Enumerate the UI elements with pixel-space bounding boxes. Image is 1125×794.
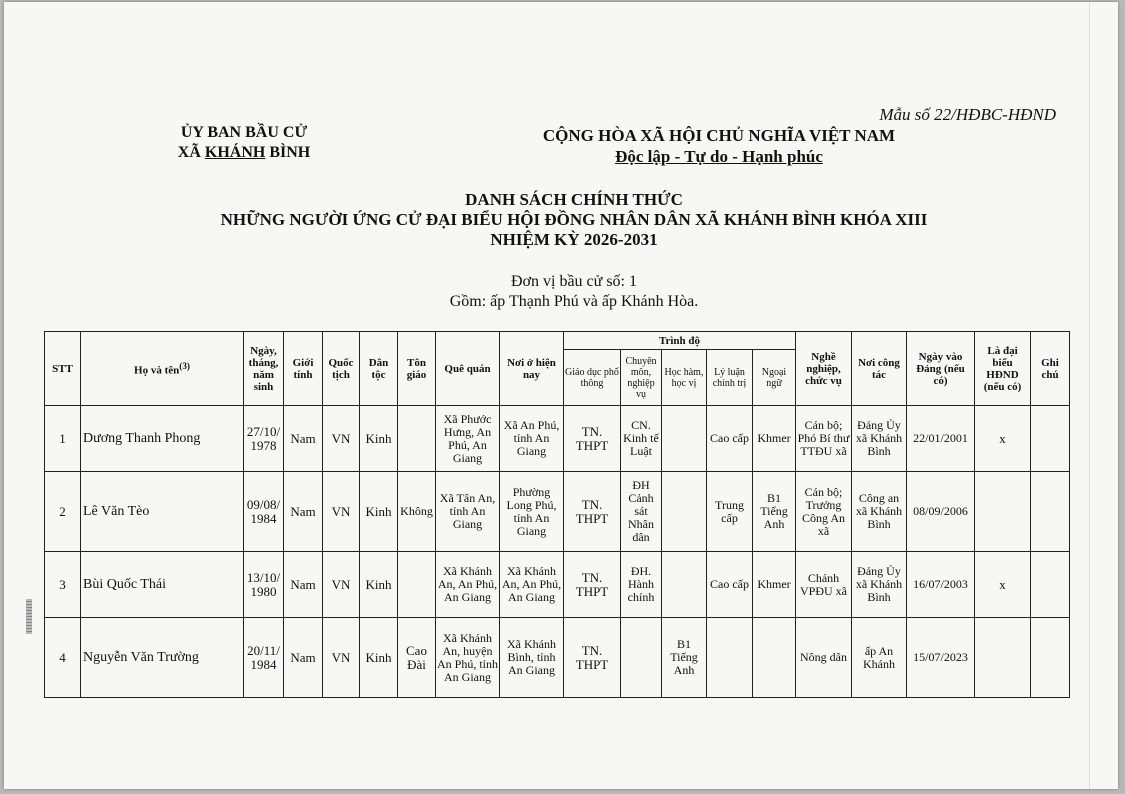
committee-header — [144, 123, 344, 163]
cell-political: Cao cấp — [707, 406, 753, 472]
cell-religion — [398, 406, 436, 472]
cell-workplace: Đảng Ủy xã Khánh Bình — [852, 552, 907, 618]
cell-religion: Không — [398, 472, 436, 552]
cell-residence: Xã Khánh Bình, tỉnh An Giang — [500, 618, 564, 698]
cell-dob: 27/10/ 1978 — [244, 406, 284, 472]
cell-political: Trung cấp — [707, 472, 753, 552]
header-party-date: Ngày vào Đảng (nếu có) — [907, 332, 975, 406]
cell-party-date: 15/07/2023 — [907, 618, 975, 698]
cell-workplace: Công an xã Khánh Bình — [852, 472, 907, 552]
title-line1: DANH SÁCH CHÍNH THỨC — [465, 190, 683, 209]
cell-political — [707, 618, 753, 698]
header-general-edu: Giáo dục phổ thông — [564, 350, 621, 406]
committee-line1: ỦY BAN BẦU CỬ — [180, 124, 308, 141]
cell-nationality: VN — [323, 472, 360, 552]
cell-gender: Nam — [284, 406, 323, 472]
electoral-unit — [324, 272, 824, 312]
cell-specialty: ĐH Cảnh sát Nhân dân — [621, 472, 662, 552]
republic-name: CỘNG HÒA XÃ HỘI CHỦ NGHĨA VIỆT NAM — [542, 126, 896, 145]
cell-nationality: VN — [323, 406, 360, 472]
cell-ethnicity: Kinh — [360, 406, 398, 472]
cell-is-delegate: x — [975, 552, 1031, 618]
cell-dob: 09/08/ 1984 — [244, 472, 284, 552]
cell-stt: 4 — [45, 618, 81, 698]
cell-general-edu: TN. THPT — [564, 618, 621, 698]
header-ethnicity: Dân tộc — [360, 332, 398, 406]
cell-note — [1031, 406, 1070, 472]
cell-name: Bùi Quốc Thái — [81, 552, 244, 618]
cell-hometown: Xã Khánh An, An Phú, An Giang — [436, 552, 500, 618]
title-line2: NHỮNG NGƯỜI ỨNG CỬ ĐẠI BIỂU HỘI ĐỒNG NHÂN DÂN XÃ KHÁNH BÌNH KHÓA XIII — [220, 210, 928, 229]
cell-residence: Xã An Phú, tỉnh An Giang — [500, 406, 564, 472]
cell-party-date: 16/07/2003 — [907, 552, 975, 618]
cell-is-delegate — [975, 618, 1031, 698]
title-line3: NHIỆM KỲ 2026-2031 — [490, 230, 658, 249]
cell-degree: B1 Tiếng Anh — [662, 618, 707, 698]
cell-general-edu: TN. THPT — [564, 472, 621, 552]
cell-note — [1031, 618, 1070, 698]
header-name: Họ và tên$^{(3)}$ — [81, 332, 244, 406]
table-row — [45, 472, 1070, 552]
form-code: Mẫu số 22/HĐBC-HĐND — [879, 105, 1056, 124]
cell-language: B1 Tiếng Anh — [753, 472, 796, 552]
cell-name: Lê Văn Tèo — [81, 472, 244, 552]
cell-religion — [398, 552, 436, 618]
header-residence: Nơi ở hiện nay — [500, 332, 564, 406]
header-qualification: Trình độ — [564, 332, 796, 350]
document-page — [4, 2, 1118, 789]
cell-gender: Nam — [284, 472, 323, 552]
cell-stt: 1 — [45, 406, 81, 472]
cell-occupation: Cán bộ; Phó Bí thư TTĐU xã — [796, 406, 852, 472]
cell-party-date: 22/01/2001 — [907, 406, 975, 472]
margin-mark — [26, 599, 32, 634]
cell-name: Dương Thanh Phong — [81, 406, 244, 472]
header-is-delegate: Là đại biểu HĐND (nếu có) — [975, 332, 1031, 406]
cell-stt: 3 — [45, 552, 81, 618]
unit-areas: Gồm: ấp Thạnh Phú và ấp Khánh Hòa. — [449, 293, 699, 310]
table-row — [45, 552, 1070, 618]
cell-residence: Xã Khánh An, An Phú, An Giang — [500, 552, 564, 618]
header-note: Ghi chú — [1031, 332, 1070, 406]
candidate-table — [44, 331, 1070, 698]
republic-motto: Độc lập - Tự do - Hạnh phúc — [615, 147, 823, 166]
header-hometown: Quê quán — [436, 332, 500, 406]
cell-hometown: Xã Khánh An, huyện An Phú, tỉnh An Giang — [436, 618, 500, 698]
cell-political: Cao cấp — [707, 552, 753, 618]
cell-degree — [662, 552, 707, 618]
cell-hometown: Xã Phước Hưng, An Phú, An Giang — [436, 406, 500, 472]
cell-language: Khmer — [753, 552, 796, 618]
cell-hometown: Xã Tân An, tỉnh An Giang — [436, 472, 500, 552]
cell-workplace: ấp An Khánh — [852, 618, 907, 698]
unit-number: Đơn vị bầu cử số: 1 — [510, 273, 637, 290]
cell-stt: 2 — [45, 472, 81, 552]
cell-gender: Nam — [284, 552, 323, 618]
cell-degree — [662, 406, 707, 472]
republic-header — [509, 125, 929, 167]
cell-workplace: Đảng Ủy xã Khánh Bình — [852, 406, 907, 472]
cell-party-date: 08/09/2006 — [907, 472, 975, 552]
cell-note — [1031, 472, 1070, 552]
cell-specialty: CN. Kinh tế Luật — [621, 406, 662, 472]
document-title — [124, 190, 1024, 250]
header-workplace: Nơi công tác — [852, 332, 907, 406]
header-dob: Ngày, tháng, năm sinh — [244, 332, 284, 406]
committee-line2: XÃ KHÁNH BÌNH — [177, 144, 311, 161]
header-stt: STT — [45, 332, 81, 406]
page-fold — [1089, 2, 1090, 789]
cell-dob: 13/10/ 1980 — [244, 552, 284, 618]
cell-ethnicity: Kinh — [360, 552, 398, 618]
table-row — [45, 618, 1070, 698]
cell-occupation: Chánh VPĐU xã — [796, 552, 852, 618]
cell-gender: Nam — [284, 618, 323, 698]
header-degree: Học hàm, học vị — [662, 350, 707, 406]
header-political: Lý luận chính trị — [707, 350, 753, 406]
cell-nationality: VN — [323, 552, 360, 618]
cell-ethnicity: Kinh — [360, 618, 398, 698]
cell-residence: Phường Long Phú, tỉnh An Giang — [500, 472, 564, 552]
cell-is-delegate — [975, 472, 1031, 552]
cell-degree — [662, 472, 707, 552]
cell-dob: 20/11/ 1984 — [244, 618, 284, 698]
cell-nationality: VN — [323, 618, 360, 698]
cell-occupation: Cán bộ; Trưởng Công An xã — [796, 472, 852, 552]
header-nationality: Quốc tịch — [323, 332, 360, 406]
cell-is-delegate: x — [975, 406, 1031, 472]
cell-specialty — [621, 618, 662, 698]
cell-specialty: ĐH. Hành chính — [621, 552, 662, 618]
cell-religion: Cao Đài — [398, 618, 436, 698]
header-language: Ngoại ngữ — [753, 350, 796, 406]
cell-language — [753, 618, 796, 698]
cell-note — [1031, 552, 1070, 618]
cell-ethnicity: Kinh — [360, 472, 398, 552]
cell-language: Khmer — [753, 406, 796, 472]
header-religion: Tôn giáo — [398, 332, 436, 406]
cell-general-edu: TN. THPT — [564, 406, 621, 472]
cell-general-edu: TN. THPT — [564, 552, 621, 618]
header-specialty: Chuyên môn, nghiệp vụ — [621, 350, 662, 406]
table-row — [45, 406, 1070, 472]
header-occupation: Nghề nghiệp, chức vụ — [796, 332, 852, 406]
header-gender: Giới tính — [284, 332, 323, 406]
cell-occupation: Nông dân — [796, 618, 852, 698]
cell-name: Nguyễn Văn Trường — [81, 618, 244, 698]
